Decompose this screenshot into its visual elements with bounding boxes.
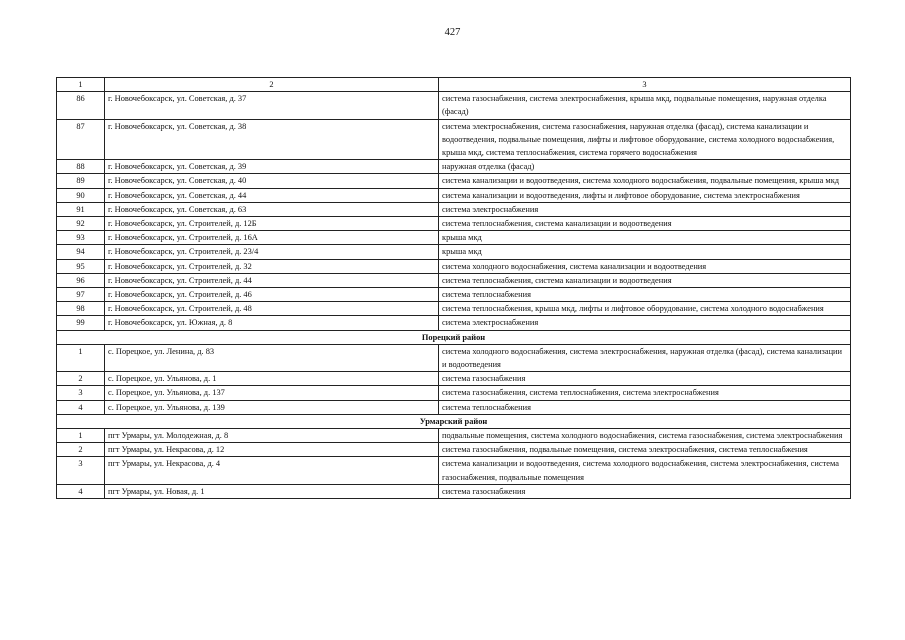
row-number: 4 (57, 400, 105, 414)
row-address: г. Новочебоксарск, ул. Строителей, д. 23/4 (105, 245, 439, 259)
row-number: 3 (57, 386, 105, 400)
row-address: г. Новочебоксарск, ул. Строителей, д. 16А (105, 231, 439, 245)
column-header-num: 1 (57, 78, 105, 92)
row-number: 86 (57, 92, 105, 119)
row-works: система электроснабжения, система газоснабжения, наружная отделка (фасад), система канализации и водоотведения, подвальные помещения, лифты и лифтовое оборудование, система холодного водоснабжения, крыша мкд, система теплоснабжения, система горячего водоснабжения (439, 119, 851, 160)
row-works: подвальные помещения, система холодного водоснабжения, система газоснабжения, система электроснабжения (439, 429, 851, 443)
row-number: 99 (57, 316, 105, 330)
row-number: 2 (57, 372, 105, 386)
row-address: с. Порецкое, ул. Ульянова, д. 137 (105, 386, 439, 400)
row-address: г. Новочебоксарск, ул. Советская, д. 37 (105, 92, 439, 119)
table-row (57, 344, 851, 371)
row-address: пгт Урмары, ул. Новая, д. 1 (105, 484, 439, 498)
row-address: с. Порецкое, ул. Ульянова, д. 139 (105, 400, 439, 414)
row-number: 4 (57, 484, 105, 498)
row-works: наружная отделка (фасад) (439, 160, 851, 174)
table-row (57, 484, 851, 498)
row-works: система теплоснабжения (439, 288, 851, 302)
table-row (57, 202, 851, 216)
row-works: система теплоснабжения, система канализации и водоотведения (439, 273, 851, 287)
row-address: пгт Урмары, ул. Некрасова, д. 12 (105, 443, 439, 457)
row-works: система газоснабжения, система теплоснабжения, система электроснабжения (439, 386, 851, 400)
row-address: пгт Урмары, ул. Некрасова, д. 4 (105, 457, 439, 484)
row-number: 94 (57, 245, 105, 259)
row-number: 88 (57, 160, 105, 174)
row-works: система теплоснабжения, система канализации и водоотведения (439, 217, 851, 231)
row-address: г. Новочебоксарск, ул. Строителей, д. 44 (105, 273, 439, 287)
row-address: г. Новочебоксарск, ул. Строителей, д. 12Б (105, 217, 439, 231)
row-number: 90 (57, 188, 105, 202)
table-row (57, 119, 851, 160)
table-row (57, 259, 851, 273)
column-header-row (57, 78, 851, 92)
district-title: Урмарский район (57, 414, 851, 428)
row-address: г. Новочебоксарск, ул. Южная, д. 8 (105, 316, 439, 330)
row-works: система газоснабжения (439, 372, 851, 386)
row-number: 1 (57, 344, 105, 371)
row-works: система канализации и водоотведения, система холодного водоснабжения, система электроснабжения, система газоснабжения, подвальные помещения (439, 457, 851, 484)
table-row (57, 302, 851, 316)
row-address: г. Новочебоксарск, ул. Советская, д. 44 (105, 188, 439, 202)
row-works: крыша мкд (439, 245, 851, 259)
table-row (57, 160, 851, 174)
table-row (57, 386, 851, 400)
row-number: 1 (57, 429, 105, 443)
district-header-row (57, 414, 851, 428)
row-works: крыша мкд (439, 231, 851, 245)
row-number: 2 (57, 443, 105, 457)
row-works: система газоснабжения, система электроснабжения, крыша мкд, подвальные помещения, наружная отделка (фасад) (439, 92, 851, 119)
row-number: 87 (57, 119, 105, 160)
row-address: г. Новочебоксарск, ул. Советская, д. 39 (105, 160, 439, 174)
row-number: 3 (57, 457, 105, 484)
row-works: система теплоснабжения (439, 400, 851, 414)
table-row (57, 92, 851, 119)
row-address: г. Новочебоксарск, ул. Строителей, д. 32 (105, 259, 439, 273)
table-row (57, 245, 851, 259)
row-number: 89 (57, 174, 105, 188)
table-row (57, 188, 851, 202)
row-address: с. Порецкое, ул. Ульянова, д. 1 (105, 372, 439, 386)
table-row (57, 429, 851, 443)
column-header-works: 3 (439, 78, 851, 92)
row-address: г. Новочебоксарск, ул. Строителей, д. 46 (105, 288, 439, 302)
row-works: система холодного водоснабжения, система канализации и водоотведения (439, 259, 851, 273)
table-row (57, 443, 851, 457)
table-row (57, 400, 851, 414)
table-row (57, 457, 851, 484)
table-row (57, 316, 851, 330)
column-header-address: 2 (105, 78, 439, 92)
row-works: система электроснабжения (439, 202, 851, 216)
table-row (57, 288, 851, 302)
row-number: 97 (57, 288, 105, 302)
row-address: с. Порецкое, ул. Ленина, д. 83 (105, 344, 439, 371)
row-address: пгт Урмары, ул. Молодежная, д. 8 (105, 429, 439, 443)
row-number: 91 (57, 202, 105, 216)
row-works: система газоснабжения, подвальные помещения, система электроснабжения, система теплоснабжения (439, 443, 851, 457)
row-address: г. Новочебоксарск, ул. Строителей, д. 48 (105, 302, 439, 316)
row-works: система канализации и водоотведения, лифты и лифтовое оборудование, система электроснабжения (439, 188, 851, 202)
row-works: система холодного водоснабжения, система электроснабжения, наружная отделка (фасад), система канализации и водоотведения (439, 344, 851, 371)
table-row (57, 231, 851, 245)
row-number: 96 (57, 273, 105, 287)
table-row (57, 174, 851, 188)
row-works: система электроснабжения (439, 316, 851, 330)
row-address: г. Новочебоксарск, ул. Советская, д. 40 (105, 174, 439, 188)
row-number: 93 (57, 231, 105, 245)
table-row (57, 372, 851, 386)
row-works: система теплоснабжения, крыша мкд, лифты и лифтовое оборудование, система холодного водоснабжения (439, 302, 851, 316)
district-header-row (57, 330, 851, 344)
housing-register-table (56, 77, 851, 499)
row-number: 92 (57, 217, 105, 231)
district-title: Порецкий район (57, 330, 851, 344)
row-number: 95 (57, 259, 105, 273)
row-works: система газоснабжения (439, 484, 851, 498)
row-address: г. Новочебоксарск, ул. Советская, д. 38 (105, 119, 439, 160)
table-row (57, 273, 851, 287)
row-address: г. Новочебоксарск, ул. Советская, д. 63 (105, 202, 439, 216)
page-number: 427 (444, 27, 461, 38)
row-works: система канализации и водоотведения, система холодного водоснабжения, подвальные помещения, крыша мкд (439, 174, 851, 188)
table-row (57, 217, 851, 231)
row-number: 98 (57, 302, 105, 316)
